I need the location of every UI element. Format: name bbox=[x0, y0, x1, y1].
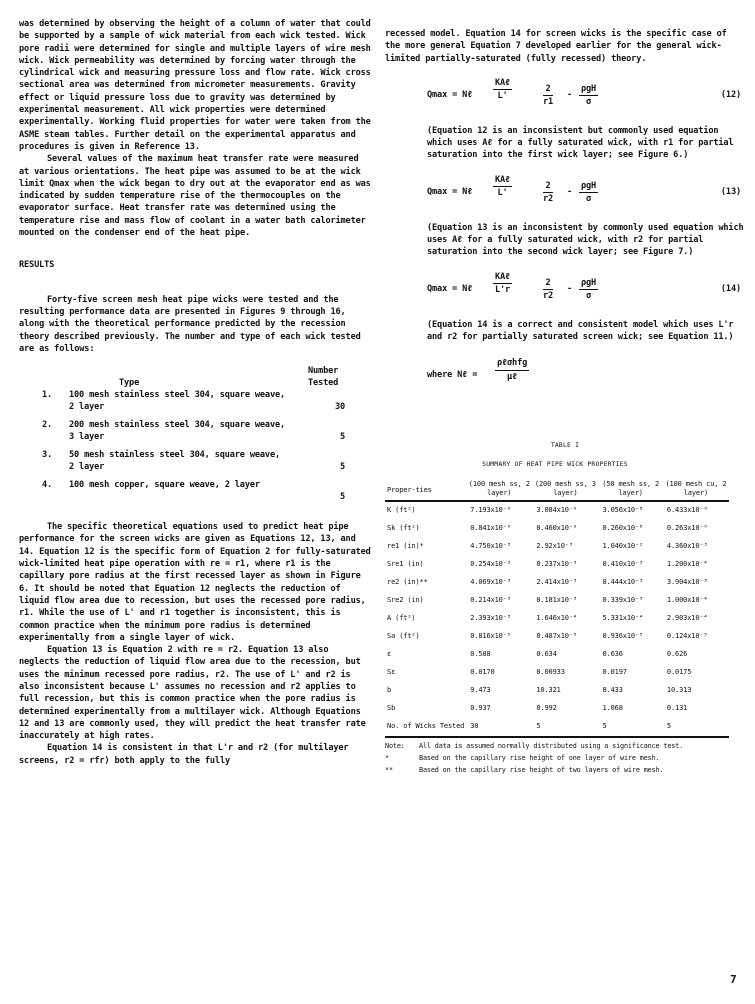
value-cell: 10.313 bbox=[666, 685, 692, 694]
value-cell: 2.903x10⁻⁴ bbox=[666, 613, 708, 622]
value-cell: 1.646x10⁻⁴ bbox=[536, 613, 577, 622]
fraction: KAℓ L' bbox=[495, 77, 511, 102]
table-note: ** Based on the capillary rise height of two layers of wire mesh. bbox=[385, 765, 664, 774]
value-cell: 0.487x10⁻⁵ bbox=[536, 631, 577, 640]
table-row bbox=[385, 700, 729, 718]
property-cell: No. of Wicks Tested bbox=[387, 721, 465, 730]
table-note: Note: All data is assumed normally distributed using a significance test. bbox=[385, 741, 684, 750]
value-cell: 4.360x10⁻³ bbox=[666, 541, 708, 550]
table-row bbox=[385, 610, 729, 628]
value-cell: 0.214x10⁻³ bbox=[470, 595, 511, 604]
equation-lhs: Qmax = Nℓ bbox=[427, 89, 473, 100]
table-row bbox=[385, 538, 729, 556]
paragraph: Forty-five screen mesh heat pipe wicks were tested and the resulting performance data are presented in Figures 9 through 16, along with the theoretical performance predicted by the recession theory described previously. The number and type of each wick tested are as follows: bbox=[19, 294, 361, 354]
table-row bbox=[385, 520, 729, 538]
fraction: $\frac{2}{r2}$ bbox=[543, 180, 554, 205]
value-cell: 4.750x10⁻³ bbox=[470, 541, 511, 550]
value-cell: 9.473 bbox=[470, 685, 491, 694]
item-count: 30 bbox=[334, 402, 345, 413]
value-cell: 6.433x10⁻⁹ bbox=[666, 505, 708, 514]
table-title: TABLE I bbox=[550, 441, 580, 450]
property-cell: re2 (in)** bbox=[387, 577, 428, 586]
wick-types-header bbox=[19, 363, 371, 389]
value-cell: 8.444x10⁻³ bbox=[602, 577, 644, 586]
value-cell: 0.237x10⁻³ bbox=[536, 559, 577, 568]
value-cell: 0.460x10⁻⁹ bbox=[536, 523, 577, 532]
value-cell: 0.410x10⁻³ bbox=[602, 559, 644, 568]
value-cell: 5 bbox=[536, 721, 541, 730]
table-notes bbox=[385, 742, 729, 774]
item-description: 50 mesh stainless steel 304, square weave, 2 layer bbox=[69, 450, 281, 473]
value-cell: 3.904x10⁻³ bbox=[666, 577, 708, 586]
value-cell: 0.124x10⁻⁵ bbox=[666, 631, 708, 640]
value-cell: 0.131 bbox=[666, 703, 688, 712]
property-cell: Sre1 (in) bbox=[387, 559, 424, 568]
fraction: KAℓ L' bbox=[495, 174, 511, 199]
equation-13: Qmax = Nℓ KAℓ L' $\frac{2}{r2}$ - ρgH σ (13) bbox=[427, 174, 741, 205]
value-cell: 0.0197 bbox=[602, 667, 627, 676]
column-header: (100 mesh ss, 2 layer) bbox=[468, 479, 530, 497]
item-description: 100 mesh copper, square weave, 2 layer bbox=[69, 480, 260, 491]
equation-note: (Equation 12 is an inconsistent but commonly used equation which uses Aℓ for a fully saturated wick, with r1 for partial saturation into the first wick layer; see Figure 6.) bbox=[427, 125, 734, 161]
property-cell: A (ft²) bbox=[387, 613, 416, 622]
property-cell: b bbox=[387, 685, 392, 694]
value-cell: 5 bbox=[666, 721, 671, 730]
value-cell: 1.040x10⁻² bbox=[602, 541, 644, 550]
column-header: Proper-ties bbox=[387, 485, 432, 494]
left-column bbox=[19, 18, 371, 767]
value-cell: 1.200x10⁻⁴ bbox=[666, 559, 708, 568]
table-note: * Based on the capillary rise height of one layer of wire mesh. bbox=[385, 753, 660, 762]
table-row bbox=[385, 574, 729, 592]
paragraph: was determined by observing the height of a column of water that could be supported by a sample of wick material from each wick tested. Wick pore radii were determined for single and multiple layers of wire mesh wick. Wick permeability was determined by forcing water through the cylindrical wick and measuring pressure loss and flow rate. Wick cross sectional area was determined from micrometer measurements. Gravity effect or liquid pressure loss due to gravity was determined by experimental measurement. All wick properties were determined experimentally. Working fluid properties for water were taken from the ASME steam tables. Further detail on the experimental apparatus and procedures is given in Reference 13. bbox=[19, 19, 371, 152]
value-cell: 2.393x10⁻³ bbox=[470, 613, 511, 622]
value-cell: 1.000x10⁻⁴ bbox=[666, 595, 708, 604]
page-number: 7 bbox=[730, 973, 737, 986]
paragraph: Several values of the maximum heat transfer rate were measured at various orientations. The heat pipe was assumed to be at the wick limit Qmax when the wick began to dry out at the evaporator end as was indicated by sudden temperature rise of the thermocouples on the evaporator surface. Heat transfer rate was determined using the temperature rise and mass flow of coolant in a water bath calorimeter mounted on the condenser end of the heat pipe. bbox=[19, 154, 371, 239]
property-cell: ε bbox=[387, 649, 392, 658]
item-description: 200 mesh stainless steel 304, square weave, 3 layer bbox=[69, 420, 286, 443]
type-column-header: Type bbox=[119, 378, 140, 389]
value-cell: 3.056x10⁻⁸ bbox=[602, 505, 644, 514]
wick-type-item bbox=[19, 479, 371, 503]
property-cell: Sa (ft²) bbox=[387, 631, 420, 640]
item-number: 3. bbox=[42, 450, 53, 461]
property-cell: Sε bbox=[387, 667, 396, 676]
value-cell: 2.414x10⁻³ bbox=[536, 577, 577, 586]
paragraph: Equation 13 is Equation 2 with re = r2. Equation 13 also neglects the reduction of liquid flow area due to the recession, but uses the minimum recessed pore radius, r2. The use of L' and r2 is also inconsistent because L' assumes no recession and r2 applies to full recession, but this is common practice when the pore radius is determined experimentally from a multilayer wick. Although Equations 12 and 13 are commonly used, they will predict the heat transfer rate inaccurately at high rates. bbox=[19, 645, 366, 742]
table-row bbox=[385, 664, 729, 682]
value-cell: 0.626 bbox=[666, 649, 688, 658]
column-header: (50 mesh ss, 2 layer) bbox=[602, 479, 660, 497]
value-cell: 0.992 bbox=[536, 703, 557, 712]
value-cell: 30 bbox=[470, 721, 479, 730]
fraction: ρgH σ bbox=[581, 277, 597, 301]
table-row bbox=[385, 628, 729, 646]
equation-lhs: Qmax = Nℓ bbox=[427, 283, 473, 294]
property-cell: Sb bbox=[387, 703, 396, 712]
fraction: $\frac{2}{r2}$ bbox=[543, 277, 554, 301]
wick-type-item bbox=[19, 419, 371, 443]
wick-type-item bbox=[19, 389, 371, 413]
item-number: 1. bbox=[42, 390, 53, 401]
fraction: ρℓσhfg μℓ bbox=[497, 358, 528, 382]
item-number: 2. bbox=[42, 420, 53, 431]
wick-properties-table bbox=[385, 478, 729, 738]
value-cell: 0.00933 bbox=[536, 667, 565, 676]
value-cell: 0.0175 bbox=[666, 667, 692, 676]
value-cell: 5.331x10⁻⁴ bbox=[602, 613, 644, 622]
table-row bbox=[385, 682, 729, 700]
value-cell: 4.069x10⁻³ bbox=[470, 577, 511, 586]
value-cell: 0.263x10⁻⁹ bbox=[666, 523, 708, 532]
item-number: 4. bbox=[42, 480, 53, 491]
wick-type-item bbox=[19, 449, 371, 473]
table-subtitle: SUMMARY OF HEAT PIPE WICK PROPERTIES bbox=[482, 459, 628, 468]
table-row bbox=[385, 718, 729, 737]
value-cell: 3.084x10⁻⁹ bbox=[536, 505, 577, 514]
number-tested-column-header: Number Tested bbox=[308, 366, 339, 389]
equation-note: (Equation 14 is a correct and consistent model which uses L'r and r2 for partially saturated screen wick; see Equation 11.) bbox=[427, 319, 734, 342]
column-header: (200 mesh ss, 3 layer) bbox=[534, 479, 596, 497]
equation-number: (14) bbox=[720, 283, 741, 294]
property-cell: Sk (ft²) bbox=[387, 523, 420, 532]
item-count: 5 bbox=[339, 432, 345, 443]
equation-14: Qmax = Nℓ KAℓ L'r $\frac{2}{r2}$ - ρgH σ (14) bbox=[427, 271, 741, 301]
fraction: $\frac{2}{r1}$ bbox=[543, 83, 554, 108]
wick-types-list bbox=[19, 363, 371, 503]
property-cell: K (ft²) bbox=[387, 505, 416, 514]
value-cell: 0.260x10⁻⁸ bbox=[602, 523, 644, 532]
paragraph: recessed model. Equation 14 for screen wicks is the specific case of the more general Equation 7 developed earlier for the general wick-limited partially-saturated (fully recessed) theory. bbox=[385, 29, 727, 64]
where-label: where Nℓ = bbox=[427, 370, 478, 381]
value-cell: 0.634 bbox=[536, 649, 557, 658]
property-cell: re1 (in)* bbox=[387, 541, 424, 550]
value-cell: 0.181x10⁻³ bbox=[536, 595, 577, 604]
value-cell: 0.936x10⁻⁵ bbox=[602, 631, 644, 640]
column-header: (100 mesh cu, 2 layer) bbox=[665, 479, 727, 497]
table-row bbox=[385, 501, 729, 520]
paragraph: Equation 14 is consistent in that L'r and r2 (for multilayer screens, r2 = rfr) both apply to the fully bbox=[19, 743, 349, 766]
value-cell: 0.636 bbox=[602, 649, 623, 658]
equation-number: (13) bbox=[720, 186, 741, 197]
equation-note: (Equation 13 is an inconsistent by commonly used equation which uses Aℓ for a fully saturated wick, with r2 for partial saturation into the second wick layer; see Figure 7.) bbox=[427, 222, 744, 258]
value-cell: 0.841x10⁻⁹ bbox=[470, 523, 511, 532]
value-cell: 10.321 bbox=[536, 685, 561, 694]
item-count: 5 bbox=[339, 462, 345, 473]
value-cell: 1.068 bbox=[602, 703, 623, 712]
fraction: KAℓ L'r bbox=[494, 271, 511, 295]
table-row bbox=[385, 592, 729, 610]
equation-lhs: Qmax = Nℓ bbox=[427, 186, 473, 197]
value-cell: 5 bbox=[602, 721, 607, 730]
where-definition bbox=[385, 355, 745, 399]
value-cell: 0.816x10⁻⁵ bbox=[470, 631, 511, 640]
value-cell: 0.937 bbox=[470, 703, 491, 712]
value-cell: 0.254x10⁻³ bbox=[470, 559, 511, 568]
table-header-row bbox=[385, 478, 729, 501]
section-heading: RESULTS bbox=[19, 260, 55, 271]
value-cell: 8.433 bbox=[602, 685, 623, 694]
paragraph: The specific theoretical equations used to predict heat pipe performance for the screen wicks are given as Equations 12, 13, and 14. Equation 12 is the specific form of Equation 2 for fully-saturated wick-limited heat pipe operation with re = r1, where r1 is the capillary pore radius at the first recessed layer as shown in Figure 6. It should be noted that Equation 12 neglects the reduction of liquid flow area due to recession, but uses the recessed pore radius, r1. While the use of L' and r1 together is inconsistent, this is common practice when the minimum pore radius is determined experimentally from a single layer of wick. bbox=[19, 522, 371, 643]
equation-number: (12) bbox=[720, 89, 741, 100]
value-cell: 0.588 bbox=[470, 649, 491, 658]
value-cell: 0.339x10⁻³ bbox=[602, 595, 644, 604]
item-description: 100 mesh stainless steel 304, square weave, 2 layer bbox=[69, 390, 286, 413]
value-cell: 7.193x10⁻⁹ bbox=[470, 505, 511, 514]
property-cell: Sre2 (in) bbox=[387, 595, 424, 604]
value-cell: 2.92x10⁻³ bbox=[536, 541, 573, 550]
item-count: 5 bbox=[339, 492, 345, 503]
right-column bbox=[385, 28, 745, 778]
table-row bbox=[385, 556, 729, 574]
equation-12: Qmax = Nℓ KAℓ L' $\frac{2}{r1}$ - ρgH σ (12) bbox=[427, 77, 741, 108]
fraction: ρgH σ bbox=[581, 83, 597, 108]
table-row bbox=[385, 646, 729, 664]
value-cell: 0.0170 bbox=[470, 667, 495, 676]
fraction: ρgH σ bbox=[581, 180, 597, 205]
